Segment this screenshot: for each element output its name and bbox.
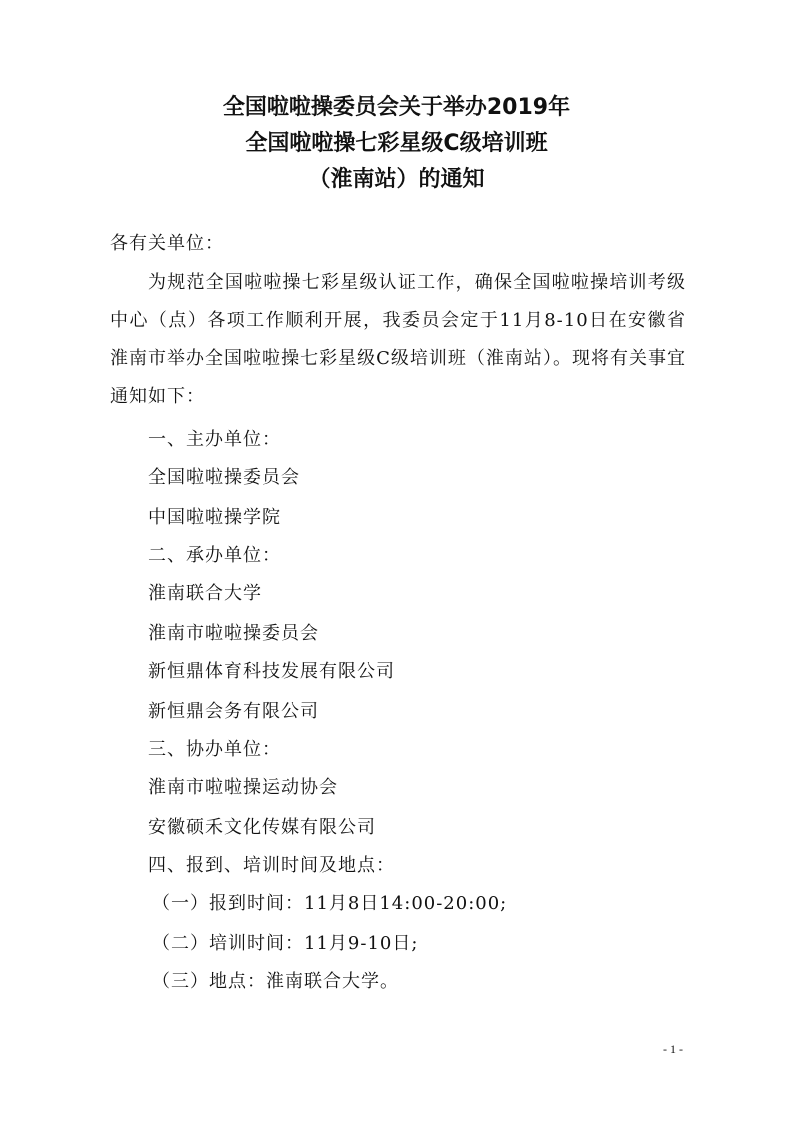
document-title-line-2: 全国啦啦操七彩星级C级培训班 bbox=[245, 131, 548, 156]
host-item: 淮南市啦啦操委员会 bbox=[148, 623, 319, 644]
host-item: 淮南联合大学 bbox=[148, 583, 262, 604]
section-heading-organizers: 一、主办单位： bbox=[148, 429, 281, 450]
schedule-item-location: （三）地点：淮南联合大学。 bbox=[152, 971, 399, 992]
document-title-line-3: （淮南站）的通知 bbox=[308, 167, 485, 192]
document-title-line-1: 全国啦啦操委员会关于举办2019年 bbox=[222, 95, 571, 120]
co-organizer-item: 淮南市啦啦操运动协会 bbox=[148, 777, 338, 798]
schedule-item-registration: （一）报到时间：11月8日14:00-20:00; bbox=[152, 893, 508, 914]
schedule-item-training: （二）培训时间：11月9-10日; bbox=[152, 933, 419, 954]
section-heading-co-organizers: 三、协办单位： bbox=[148, 739, 281, 760]
section-heading-hosts: 二、承办单位： bbox=[148, 545, 281, 566]
section-heading-schedule: 四、报到、培训时间及地点： bbox=[148, 855, 395, 876]
page-number: - 1 - bbox=[663, 1042, 683, 1056]
organizer-item: 中国啦啦操学院 bbox=[148, 507, 281, 528]
co-organizer-item: 安徽硕禾文化传媒有限公司 bbox=[148, 817, 376, 838]
organizer-item: 全国啦啦操委员会 bbox=[148, 467, 300, 488]
host-item: 新恒鼎体育科技发展有限公司 bbox=[148, 661, 395, 682]
salutation: 各有关单位： bbox=[110, 233, 224, 254]
host-item: 新恒鼎会务有限公司 bbox=[148, 701, 319, 722]
intro-paragraph: 为规范全国啦啦操七彩星级认证工作，确保全国啦啦操培训考级中心（点）各项工作顺利开展，我委员会定于11月8-10日在安徽省淮南市举办全国啦啦操七彩星级C级培训班（淮南站）。现将有关事宜通知如下： bbox=[110, 272, 686, 407]
